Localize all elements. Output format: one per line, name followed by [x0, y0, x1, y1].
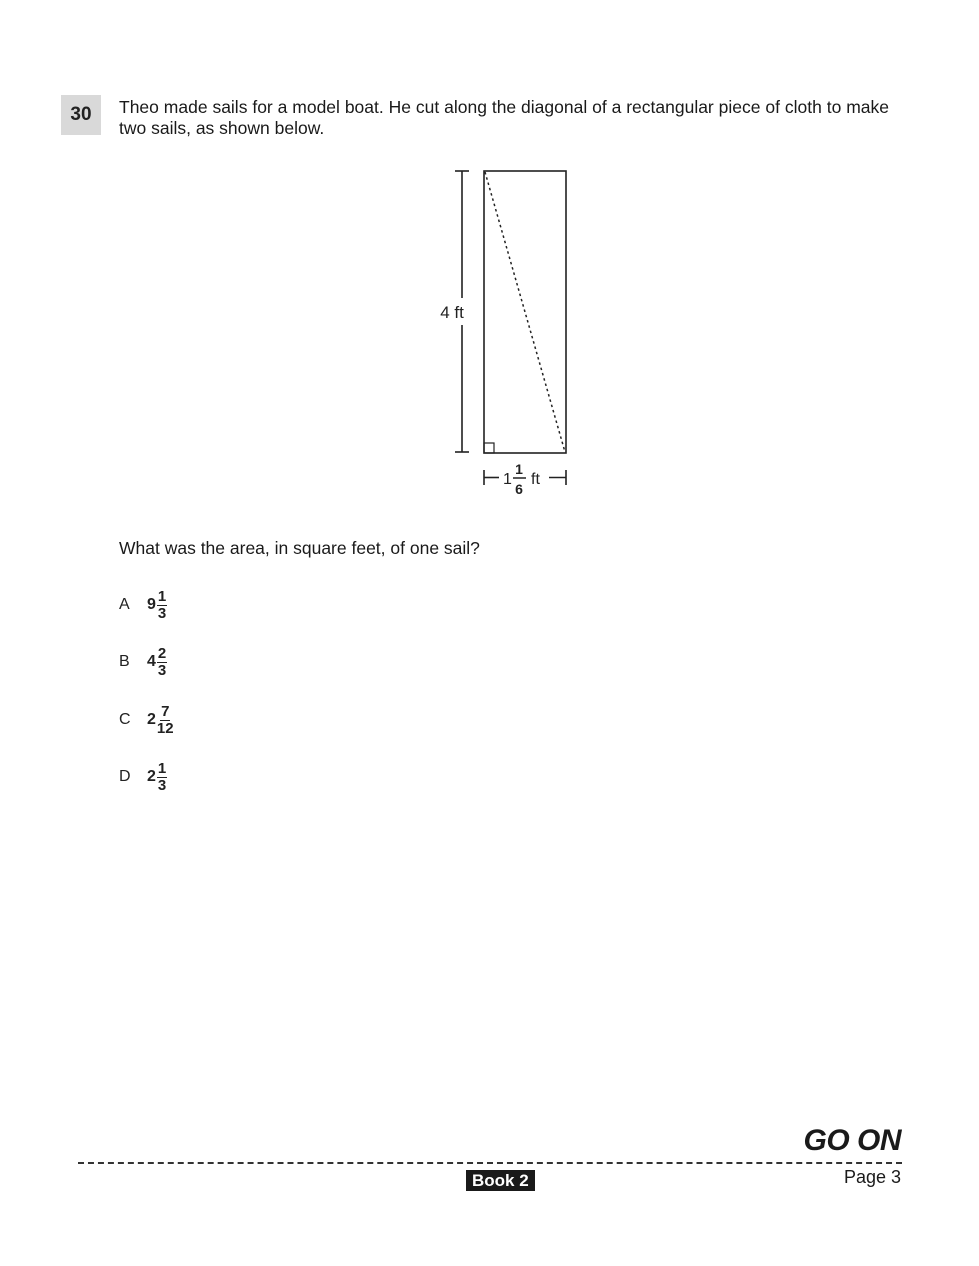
height-label: 4 ft [440, 303, 464, 322]
go-on-label: GO ON [803, 1124, 901, 1157]
choice-letter: A [119, 596, 130, 613]
sail-diagram [0, 0, 979, 520]
right-angle-marker [484, 443, 494, 453]
choice-b[interactable] [119, 642, 167, 682]
width-denominator: 6 [515, 481, 523, 497]
choice-a[interactable] [119, 585, 167, 625]
width-whole: 1 [503, 471, 512, 488]
choice-c[interactable] [119, 700, 174, 740]
diagonal-cut-line [485, 172, 565, 452]
choice-letter: C [119, 711, 131, 728]
choice-letter: D [119, 768, 131, 785]
choice-value: 2 $\frac{1}{3}$ [147, 759, 167, 794]
question-number: 30 [61, 95, 101, 135]
choice-value: 2 $\frac{7}{12}$ [147, 702, 174, 737]
footer-divider [78, 1162, 902, 1164]
choice-d[interactable] [119, 757, 167, 797]
book-badge: Book 2 [466, 1170, 535, 1191]
question-prompt: What was the area, in square feet, of one sail? [119, 538, 480, 558]
choice-value: 9 $\frac{1}{3}$ [147, 587, 167, 622]
choice-value: 4 $\frac{2}{3}$ [147, 644, 167, 679]
choice-letter: B [119, 653, 130, 670]
width-numerator: 1 [515, 461, 523, 477]
question-stem: Theo made sails for a model boat. He cut along the diagonal of a rectangular piece of cloth to make two sails, as shown below. [119, 97, 889, 138]
width-unit: ft [531, 471, 540, 488]
page-number: Page 3 [843, 1167, 901, 1187]
